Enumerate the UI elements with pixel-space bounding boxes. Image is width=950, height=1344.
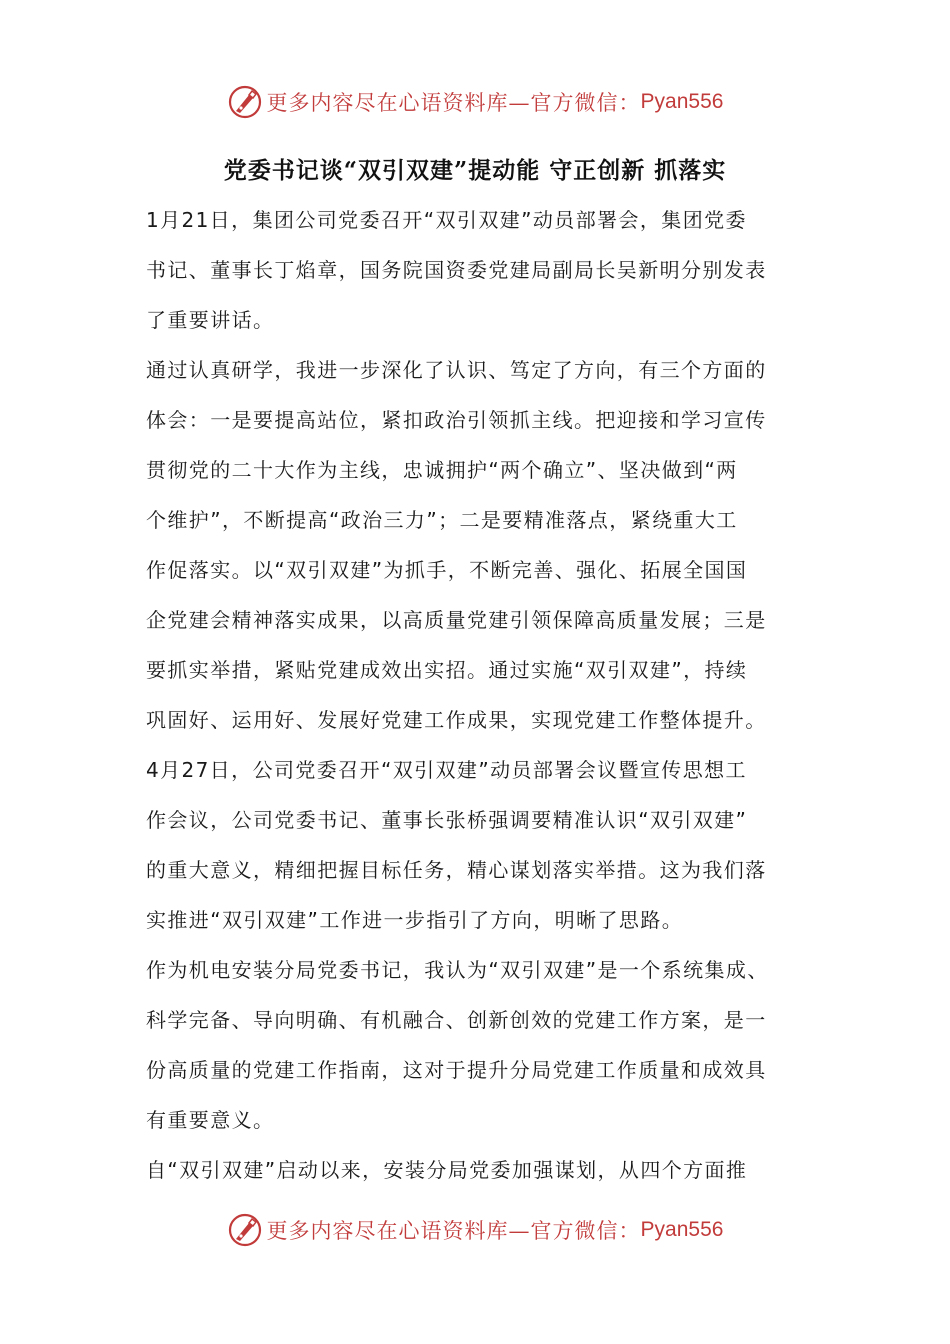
text-line: 巩固好、运用好、发展好党建工作成果，实现党建工作整体提升。 (146, 708, 767, 732)
watermark-wechat-id: Pyan556 (640, 1218, 724, 1241)
text-line: 的重大意义，精细把握目标任务，精心谋划落实举措。这为我们落 (146, 858, 767, 882)
text-line: 书记、董事长丁焰章，国务院国资委党建局副局长吴新明分别发表 (146, 258, 767, 282)
text-line: 贯彻党的二十大作为主线，忠诚拥护“两个确立”、坚决做到“两 (146, 458, 738, 482)
text-line: 自“双引双建”启动以来，安装分局党委加强谋划，从四个方面推 (146, 1158, 748, 1182)
document-title: 党委书记谈“双引双建”提动能 守正创新 抓落实 (223, 157, 727, 184)
text-line: 要抓实举措，紧贴党建成效出实招。通过实施“双引双建”，持续 (146, 658, 748, 682)
paragraph (146, 1145, 810, 1195)
pen-nib-circle-icon (227, 84, 263, 120)
text-line: 作促落实。以“双引双建”为抓手，不断完善、强化、拓展全国国 (146, 558, 748, 582)
pen-nib-circle-icon (227, 1212, 263, 1248)
watermark-banner-top (0, 82, 950, 122)
paragraph (146, 195, 810, 345)
document-body (146, 195, 810, 1195)
text-line: 有重要意义。 (146, 1108, 275, 1132)
paragraph (146, 945, 810, 1145)
text-line: 个维护”，不断提高“政治三力”；二是要精准落点，紧绕重大工 (146, 508, 738, 532)
paragraph (146, 345, 810, 745)
text-line: 4月27日，公司党委召开“双引双建”动员部署会议暨宣传思想工 (146, 758, 747, 782)
text-line: 通过认真研学，我进一步深化了认识、笃定了方向，有三个方面的 (146, 358, 767, 382)
watermark-text: 更多内容尽在心语资料库—官方微信： (266, 91, 641, 115)
text-line: 企党建会精神落实成果，以高质量党建引领保障高质量发展；三是 (146, 608, 767, 632)
text-line: 体会：一是要提高站位，紧扣政治引领抓主线。把迎接和学习宣传 (146, 408, 767, 432)
watermark-wechat-id: Pyan556 (640, 90, 724, 113)
text-line: 作会议，公司党委书记、董事长张桥强调要精准认识“双引双建” (146, 808, 748, 832)
text-line: 实推进“双引双建”工作进一步指引了方向，明晰了思路。 (146, 908, 684, 932)
paragraph (146, 745, 810, 945)
text-line: 了重要讲话。 (146, 308, 275, 332)
text-line: 份高质量的党建工作指南，这对于提升分局党建工作质量和成效具 (146, 1058, 767, 1082)
text-line: 作为机电安装分局党委书记，我认为“双引双建”是一个系统集成、 (146, 958, 769, 982)
text-line: 1月21日，集团公司党委召开“双引双建”动员部署会，集团党委 (146, 208, 747, 232)
watermark-banner-bottom (0, 1210, 950, 1250)
watermark-text: 更多内容尽在心语资料库—官方微信： (266, 1219, 641, 1243)
text-line: 科学完备、导向明确、有机融合、创新创效的党建工作方案，是一 (146, 1008, 767, 1032)
